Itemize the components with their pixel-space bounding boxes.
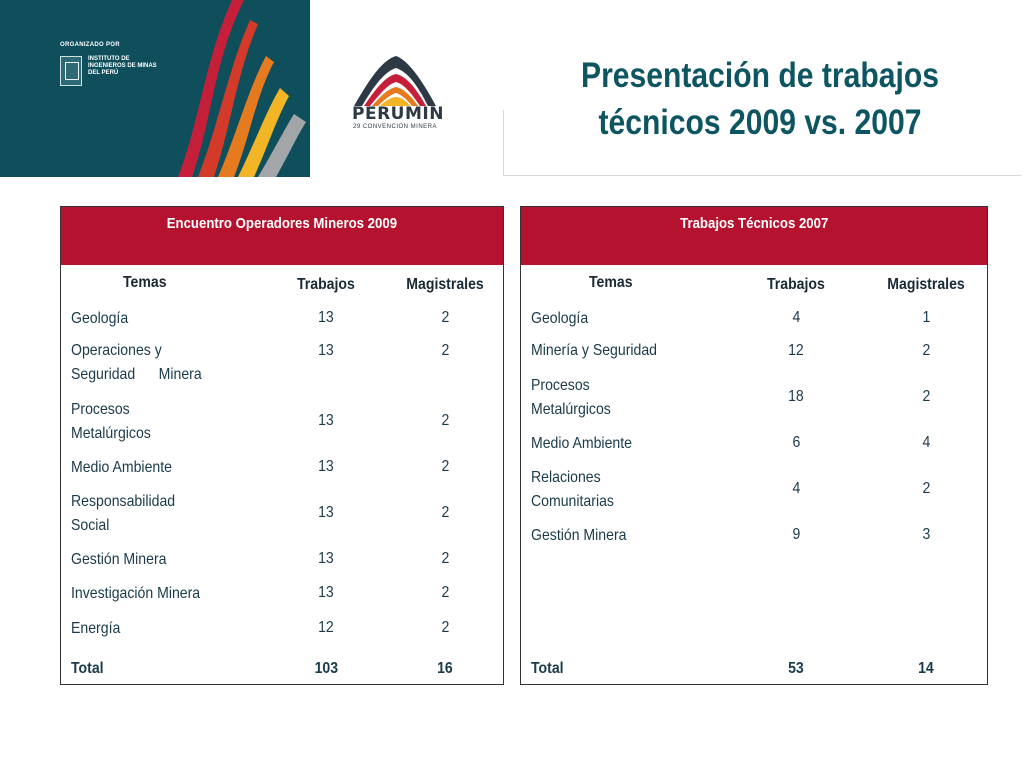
table-cell-trabajos: 13 [318, 309, 334, 326]
perumin-subtitle: 29 CONVENCION MINERA [353, 124, 438, 130]
table-cell-tema: Geología [71, 310, 129, 327]
table-2009-header [61, 207, 503, 265]
table-cell-trabajos: 6 [792, 434, 800, 451]
col-header-magistrales: Magistrales [406, 276, 484, 293]
table-cell-tema: Metalúrgicos [71, 425, 151, 442]
total-trabajos: 103 [314, 660, 338, 677]
table-2009 [60, 206, 504, 685]
table-cell-magistrales: 3 [922, 526, 930, 543]
title-line-2: técnicos 2009 vs. 2007 [598, 103, 922, 142]
table-cell-magistrales: 2 [922, 342, 930, 359]
table-cell-trabajos: 13 [318, 458, 334, 475]
table-cell-tema: Responsabilidad [71, 493, 176, 510]
table-2009-title: Encuentro Operadores Mineros 2009 [166, 215, 398, 232]
table-cell-magistrales: 2 [922, 388, 930, 405]
table-cell-magistrales: 2 [441, 342, 449, 359]
divider-horizontal [503, 175, 1021, 176]
table-cell-tema: Procesos [531, 377, 590, 394]
table-cell-trabajos: 12 [318, 619, 334, 636]
col-header-magistrales: Magistrales [887, 276, 965, 293]
table-2007-title: Trabajos Técnicos 2007 [679, 215, 829, 232]
institute-name: INSTITUTO DE INGENIEROS DE MINAS DEL PERÚ [88, 56, 157, 76]
table-cell-trabajos: 4 [792, 480, 800, 497]
table-cell-magistrales: 2 [441, 584, 449, 601]
table-cell-tema: Medio Ambiente [531, 435, 632, 452]
col-header-temas: Temas [123, 274, 167, 291]
perumin-wordmark: PERUMIN [352, 104, 444, 124]
table-cell-trabajos: 13 [318, 342, 334, 359]
col-header-temas: Temas [589, 274, 633, 291]
table-cell-magistrales: 2 [441, 504, 449, 521]
table-cell-trabajos: 13 [318, 584, 334, 601]
table-cell-tema: Relaciones [531, 469, 601, 486]
table-cell-magistrales: 2 [441, 458, 449, 475]
table-cell-tema: Medio Ambiente [71, 459, 172, 476]
swoosh-graphic [0, 0, 310, 177]
table-cell-tema: Procesos [71, 401, 130, 418]
title-line-1: Presentación de trabajos [580, 56, 939, 95]
col-header-trabajos: Trabajos [297, 276, 355, 293]
table-cell-tema: Investigación Minera [71, 585, 201, 602]
table-cell-tema: Geología [531, 310, 589, 327]
table-cell-magistrales: 2 [922, 480, 930, 497]
table-cell-tema: Social [71, 517, 110, 534]
table-cell-tema: Minería y Seguridad [531, 342, 658, 359]
table-cell-trabajos: 13 [318, 412, 334, 429]
total-trabajos: 53 [788, 660, 804, 677]
institute-crest-icon [60, 56, 82, 86]
table-cell-magistrales: 2 [441, 550, 449, 567]
table-cell-trabajos: 4 [792, 309, 800, 326]
table-2007 [520, 206, 988, 685]
col-header-trabajos: Trabajos [767, 276, 825, 293]
table-cell-tema: Gestión Minera [71, 551, 167, 568]
divider-vertical [503, 110, 504, 176]
table-cell-trabajos: 13 [318, 504, 334, 521]
table-cell-tema: Comunitarias [531, 493, 614, 510]
table-cell-tema: Metalúrgicos [531, 401, 611, 418]
header-banner [0, 0, 310, 177]
organized-by-label: ORGANIZADO POR [60, 42, 120, 48]
table-cell-magistrales: 1 [922, 309, 930, 326]
total-magistrales: 14 [918, 660, 934, 677]
table-cell-magistrales: 2 [441, 412, 449, 429]
table-cell-magistrales: 4 [922, 434, 930, 451]
total-label: Total [71, 660, 104, 677]
table-cell-trabajos: 12 [788, 342, 804, 359]
table-cell-magistrales: 2 [441, 309, 449, 326]
total-magistrales: 16 [437, 660, 453, 677]
table-cell-trabajos: 13 [318, 550, 334, 567]
table-cell-trabajos: 9 [792, 526, 800, 543]
table-cell-magistrales: 2 [441, 619, 449, 636]
table-cell-tema: Seguridad Minera [71, 366, 202, 383]
table-cell-tema: Energía [71, 620, 121, 637]
table-cell-trabajos: 18 [788, 388, 804, 405]
page-title [554, 52, 967, 146]
total-label: Total [531, 660, 564, 677]
table-2007-header [521, 207, 987, 265]
table-cell-tema: Gestión Minera [531, 527, 627, 544]
table-cell-tema: Operaciones y [71, 342, 162, 359]
